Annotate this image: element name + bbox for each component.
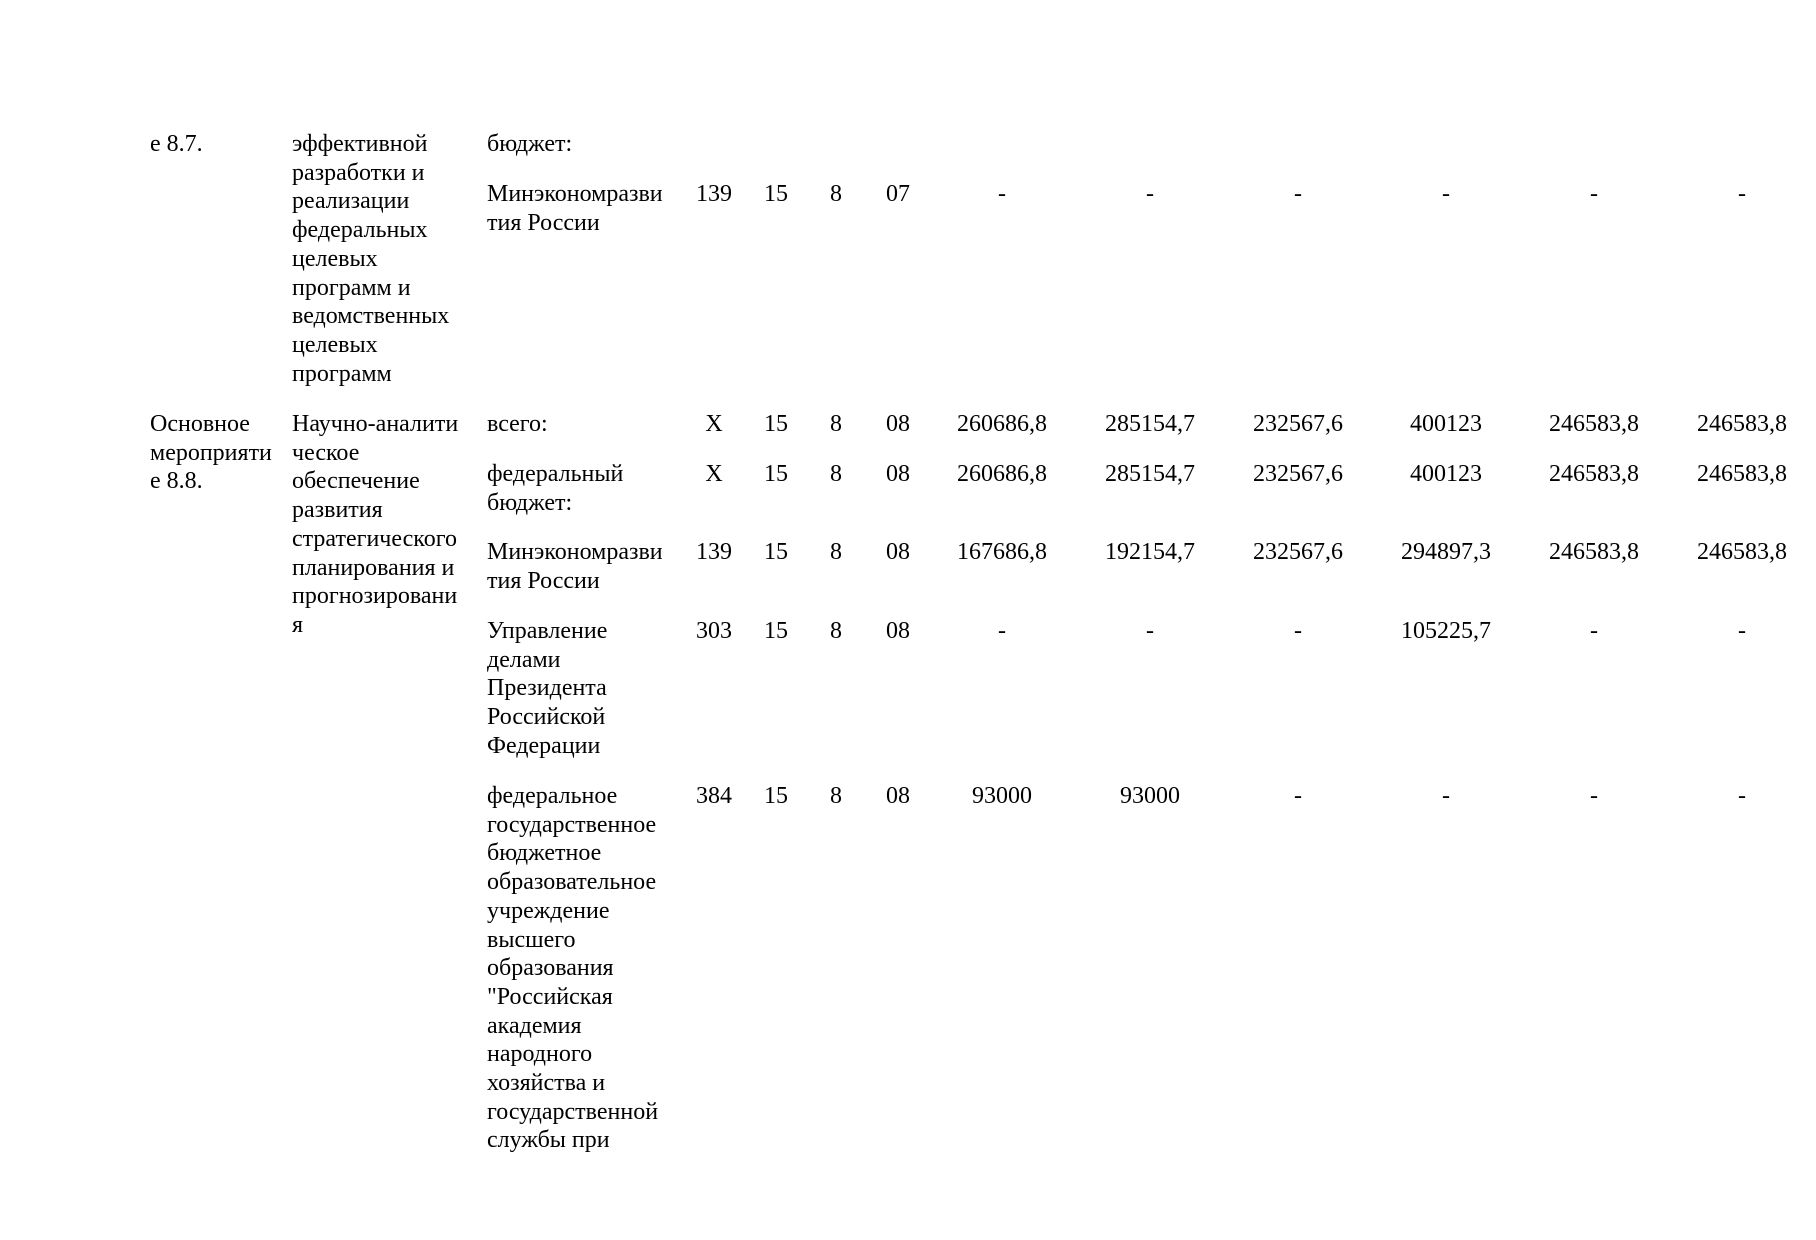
value-cell: 93000	[972, 783, 1032, 809]
measure-code-8-7: е 8.7.	[150, 131, 203, 157]
om-cell: 08	[886, 539, 910, 565]
value-cell: 167686,8	[957, 539, 1047, 565]
value-cell: 285154,7	[1105, 411, 1195, 437]
value-cell: 246583,8	[1697, 539, 1787, 565]
measure-name-8-7: эффективной разработки и реализации федеральных целевых программ и ведомственных целевых программ	[292, 131, 450, 387]
value-cell: -	[1590, 181, 1598, 207]
value-cell: 246583,8	[1549, 539, 1639, 565]
value-cell: -	[1738, 181, 1746, 207]
pp-cell: 8	[830, 461, 842, 487]
value-cell: -	[1294, 783, 1302, 809]
measure-name-8-8: Научно-аналити ческое обеспечение развития стратегического планирования и прогнозировани я	[292, 411, 459, 638]
source-ranepa: федеральное государственное бюджетное образовательное учреждение высшего образования "Российская академия народного хозяйства и государственной службы при	[487, 783, 659, 1154]
gp-cell: 15	[764, 539, 788, 565]
value-cell: 400123	[1410, 461, 1482, 487]
value-cell: 93000	[1120, 783, 1180, 809]
om-cell: 07	[886, 181, 910, 207]
value-cell: -	[1442, 783, 1450, 809]
value-cell: -	[1294, 181, 1302, 207]
value-cell: -	[1294, 618, 1302, 644]
grbs-cell: 139	[696, 181, 732, 207]
value-cell: 105225,7	[1401, 618, 1491, 644]
value-cell: 232567,6	[1253, 461, 1343, 487]
gp-cell: 15	[764, 411, 788, 437]
source-total: всего:	[487, 411, 548, 437]
value-cell: 260686,8	[957, 411, 1047, 437]
value-cell: -	[1590, 618, 1598, 644]
value-cell: -	[1738, 783, 1746, 809]
value-cell: -	[1146, 618, 1154, 644]
value-cell: -	[1146, 181, 1154, 207]
pp-cell: 8	[830, 783, 842, 809]
pp-cell: 8	[830, 618, 842, 644]
gp-cell: 15	[764, 461, 788, 487]
value-cell: 285154,7	[1105, 461, 1195, 487]
om-cell: 08	[886, 618, 910, 644]
value-cell: 232567,6	[1253, 539, 1343, 565]
gp-cell: 15	[764, 181, 788, 207]
value-cell: -	[998, 181, 1006, 207]
om-cell: 08	[886, 783, 910, 809]
om-cell: 08	[886, 461, 910, 487]
grbs-cell: X	[705, 411, 723, 437]
grbs-cell: 303	[696, 618, 732, 644]
source-minek-8-7: Минэкономразви тия России	[487, 181, 663, 236]
source-minek-8-8: Минэкономразви тия России	[487, 539, 663, 594]
value-cell: 192154,7	[1105, 539, 1195, 565]
value-cell: 246583,8	[1697, 411, 1787, 437]
measure-code-8-8: Основное мероприяти е 8.8.	[150, 411, 272, 495]
source-presidential-affairs: Управление делами Президента Российской Федерации	[487, 618, 608, 759]
value-cell: 294897,3	[1401, 539, 1491, 565]
pp-cell: 8	[830, 411, 842, 437]
value-cell: -	[1590, 783, 1598, 809]
grbs-cell: 384	[696, 783, 732, 809]
value-cell: 246583,8	[1549, 461, 1639, 487]
value-cell: -	[1442, 181, 1450, 207]
source-budget-8-7: бюджет:	[487, 131, 573, 157]
gp-cell: 15	[764, 618, 788, 644]
om-cell: 08	[886, 411, 910, 437]
value-cell: 232567,6	[1253, 411, 1343, 437]
value-cell: 400123	[1410, 411, 1482, 437]
source-federal-budget: федеральный бюджет:	[487, 461, 624, 516]
pp-cell: 8	[830, 539, 842, 565]
pp-cell: 8	[830, 181, 842, 207]
value-cell: -	[998, 618, 1006, 644]
value-cell: -	[1738, 618, 1746, 644]
grbs-cell: X	[705, 461, 723, 487]
value-cell: 246583,8	[1549, 411, 1639, 437]
grbs-cell: 139	[696, 539, 732, 565]
value-cell: 260686,8	[957, 461, 1047, 487]
gp-cell: 15	[764, 783, 788, 809]
value-cell: 246583,8	[1697, 461, 1787, 487]
